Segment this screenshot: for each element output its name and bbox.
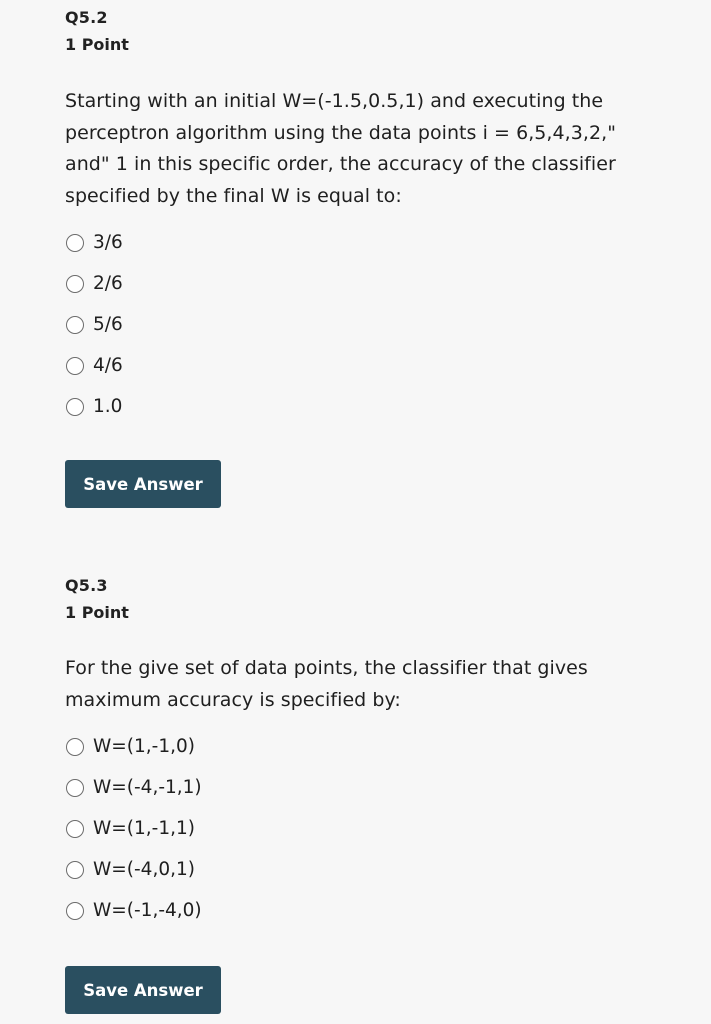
radio-button[interactable] bbox=[66, 275, 84, 293]
option-label: W=(-1,-4,0) bbox=[93, 900, 202, 921]
answer-option[interactable] bbox=[65, 345, 665, 386]
option-label: 4/6 bbox=[93, 355, 123, 376]
answer-option[interactable] bbox=[65, 849, 665, 890]
save-answer-button[interactable]: Save Answer bbox=[65, 966, 221, 1014]
question-number: Q5.2 bbox=[65, 8, 108, 27]
answer-option[interactable] bbox=[65, 222, 665, 263]
answer-option[interactable] bbox=[65, 386, 665, 427]
radio-button[interactable] bbox=[66, 316, 84, 334]
question-number: Q5.3 bbox=[65, 576, 108, 595]
answer-option[interactable] bbox=[65, 808, 665, 849]
answer-options bbox=[65, 222, 665, 427]
question-q5-2 bbox=[65, 8, 665, 508]
radio-button[interactable] bbox=[66, 738, 84, 756]
radio-button[interactable] bbox=[66, 357, 84, 375]
answer-option[interactable] bbox=[65, 263, 665, 304]
question-q5-3 bbox=[65, 576, 665, 1014]
radio-button[interactable] bbox=[66, 234, 84, 252]
save-answer-button[interactable]: Save Answer bbox=[65, 460, 221, 508]
answer-option[interactable] bbox=[65, 767, 665, 808]
option-label: W=(-4,0,1) bbox=[93, 859, 195, 880]
answer-option[interactable] bbox=[65, 726, 665, 767]
answer-options bbox=[65, 726, 665, 931]
radio-button[interactable] bbox=[66, 902, 84, 920]
radio-button[interactable] bbox=[66, 861, 84, 879]
question-prompt: For the give set of data points, the classifier that gives maximum accuracy is specified by: bbox=[65, 657, 588, 711]
answer-option[interactable] bbox=[65, 890, 665, 931]
radio-button[interactable] bbox=[66, 779, 84, 797]
option-label: W=(1,-1,0) bbox=[93, 736, 195, 757]
option-label: 3/6 bbox=[93, 232, 123, 253]
answer-option[interactable] bbox=[65, 304, 665, 345]
question-points: 1 Point bbox=[65, 35, 129, 54]
question-prompt: Starting with an initial W=(-1.5,0.5,1) and executing the perceptron algorithm using the data points i = 6,5,4,3,2," and" 1 in this specific order, the accuracy of the classifier specified by the final W is equal to: bbox=[65, 90, 616, 207]
option-label: W=(1,-1,1) bbox=[93, 818, 195, 839]
radio-button[interactable] bbox=[66, 398, 84, 416]
question-points: 1 Point bbox=[65, 603, 129, 622]
option-label: 2/6 bbox=[93, 273, 123, 294]
radio-button[interactable] bbox=[66, 820, 84, 838]
option-label: 1.0 bbox=[93, 396, 123, 417]
option-label: 5/6 bbox=[93, 314, 123, 335]
option-label: W=(-4,-1,1) bbox=[93, 777, 202, 798]
